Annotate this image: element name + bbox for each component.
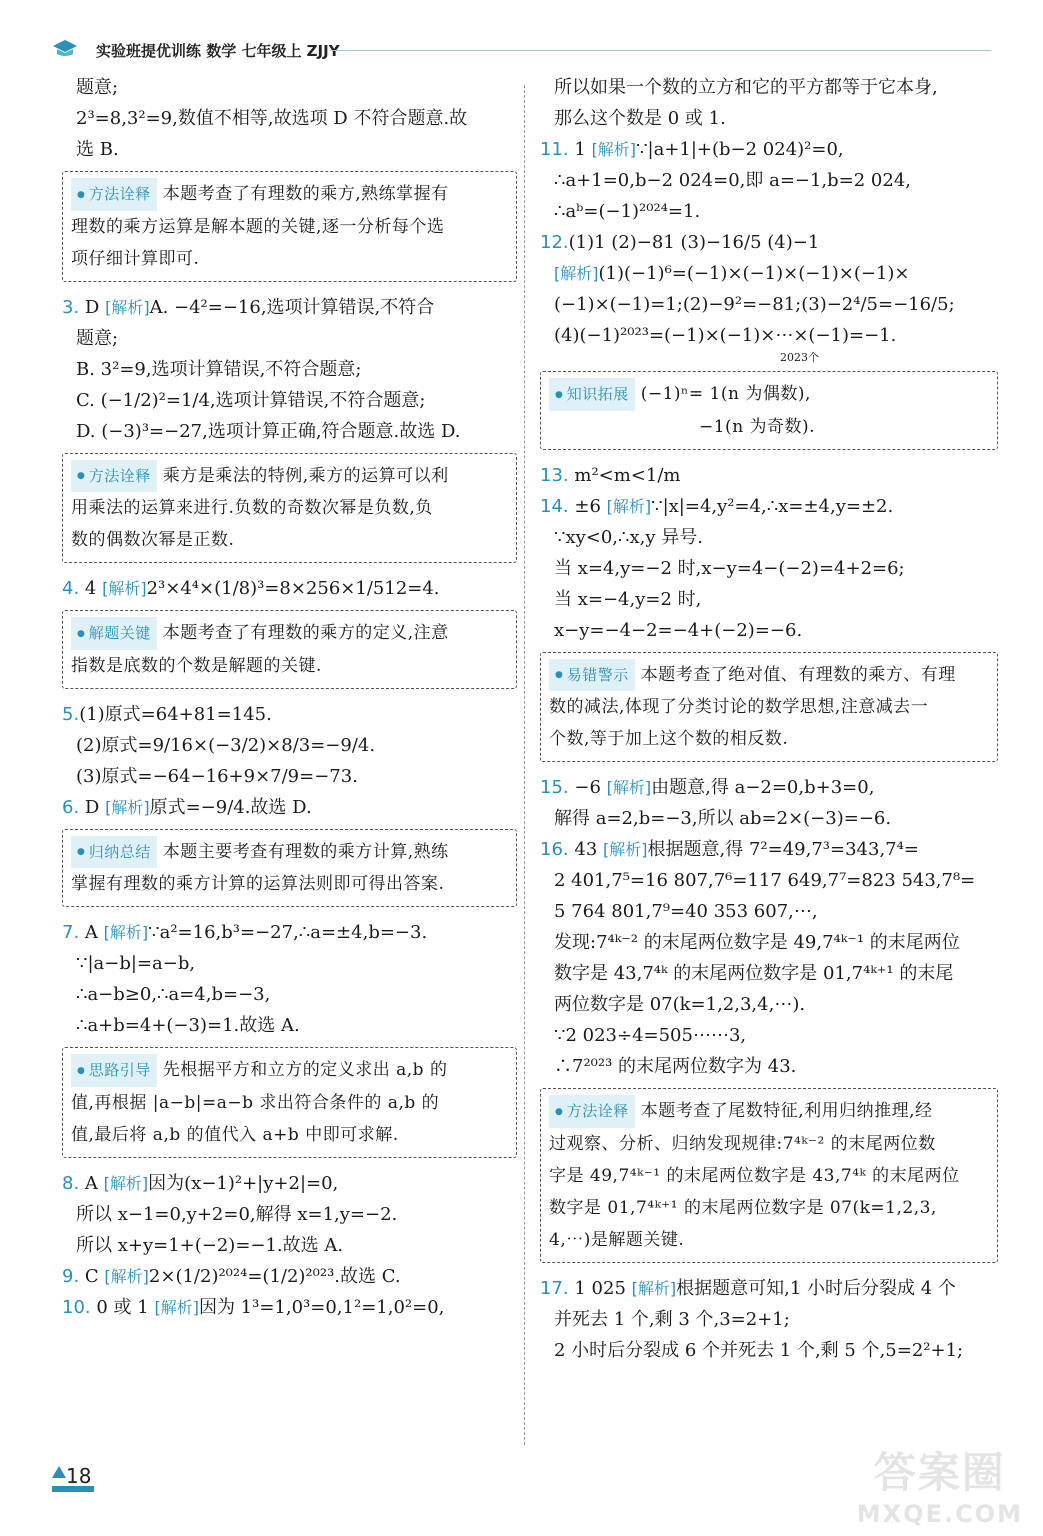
note-line: 字是 49,7⁴ᵏ⁻¹ 的末尾两位数字是 43,7⁴ᵏ 的末尾两位 bbox=[549, 1165, 960, 1186]
answer-16: 16. 43 [解析]根据题意,得 7²=49,7³=343,7⁴= bbox=[540, 839, 919, 860]
note-line: 值,再根据 |a−b|=a−b 求出符合条件的 a,b 的 bbox=[71, 1092, 440, 1113]
note-line: 4,⋯)是解题关键. bbox=[549, 1229, 685, 1250]
answer-11: 11. 1 [解析]∵|a+1|+(b−2 024)²=0, bbox=[540, 139, 844, 160]
note-line: 数字是 01,7⁴ᵏ⁺¹ 的末尾两位数字是 07(k=1,2,3, bbox=[549, 1197, 937, 1218]
text-line: 并死去 1 个,剩 3 个,3=2+1; bbox=[554, 1308, 790, 1330]
page-marker-icon bbox=[52, 1466, 66, 1478]
note-line: 项仔细计算即可. bbox=[71, 248, 200, 269]
text-line: ∵2 023÷4=505⋯⋯3, bbox=[554, 1025, 747, 1046]
note-line: ● 解题关键 本题考查了有理数的乘方的定义,注意 bbox=[71, 617, 508, 650]
answer-10: 10. 0 或 1 [解析]因为 1³=1,0³=0,1²=1,0²=0, bbox=[62, 1296, 445, 1318]
book-logo-icon bbox=[52, 38, 78, 58]
answer-7: 7. A [解析]∵a²=16,b³=−27,∴a=±4,b=−3. bbox=[62, 922, 428, 943]
text-line: 2 小时后分裂成 6 个并死去 1 个,剩 5 个,5=2²+1; bbox=[554, 1339, 964, 1361]
note-line: 理数的乘方运算是解本题的关键,逐一分析每个选 bbox=[71, 216, 445, 237]
note-line: ● 方法诠释 本题考查了尾数特征,利用归纳推理,经 bbox=[549, 1095, 989, 1128]
note-line: ● 方法诠释 本题考查了有理数的乘方,熟练掌握有 bbox=[71, 178, 508, 211]
watermark-text: 答案圈 bbox=[873, 1448, 1006, 1497]
text-line: 所以 x−1=0,y+2=0,解得 x=1,y=−2. bbox=[76, 1203, 398, 1225]
text-line: ∴aᵇ=(−1)²⁰²⁴=1. bbox=[554, 201, 701, 222]
text-line: ∵xy<0,∴x,y 异号. bbox=[554, 526, 703, 548]
text-line: 当 x=−4,y=2 时, bbox=[554, 588, 702, 610]
text-line: ∴a+b=4+(−3)=1.故选 A. bbox=[76, 1015, 300, 1036]
text-line: 当 x=4,y=−2 时,x−y=4−(−2)=4+2=6; bbox=[554, 557, 905, 579]
book-title: 实验班提优训练 数学 七年级上 ZJJY bbox=[96, 42, 340, 60]
note-box-summary bbox=[62, 829, 517, 908]
text-line: 所以如果一个数的立方和它的平方都等于它本身, bbox=[554, 77, 938, 98]
text-line: 发现:7⁴ᵏ⁻² 的末尾两位数字是 49,7⁴ᵏ⁻¹ 的末尾两位 bbox=[554, 932, 960, 953]
text-line: (−1)×(−1)=1;(2)−9²=−81;(3)−2⁴/5=−16/5; bbox=[554, 294, 955, 315]
answer-6: 6. D [解析]原式=−9/4.故选 D. bbox=[62, 796, 312, 818]
note-box-thinking bbox=[62, 1047, 517, 1158]
answer-4: 4. 4 [解析]2³×4⁴×(1/8)³=8×256×1/512=4. bbox=[62, 578, 440, 599]
answer-8: 8. A [解析]因为(x−1)²+|y+2|=0, bbox=[62, 1172, 339, 1194]
answer-5: 5.(1)原式=64+81=145. bbox=[62, 703, 272, 725]
answer-13: 13. m²<m<1/m bbox=[540, 464, 681, 486]
watermark-url: MXQE.COM bbox=[856, 1500, 1023, 1528]
note-box-key bbox=[62, 610, 517, 689]
note-box-method-2 bbox=[62, 453, 517, 564]
note-line: −1(n 为奇数). bbox=[699, 416, 816, 437]
page-footer bbox=[52, 1460, 102, 1494]
answer-14: 14. ±6 [解析]∵|x|=4,y²=4,∴x=±4,y=±2. bbox=[540, 495, 894, 517]
answer-12: 12.(1)1 (2)−81 (3)−16/5 (4)−1 bbox=[540, 232, 820, 253]
text-line: 5 764 801,7⁹=40 353 607,⋯, bbox=[554, 901, 818, 922]
text-line: 2 401,7⁵=16 807,7⁶=117 649,7⁷=823 543,7⁸= bbox=[554, 870, 976, 891]
text-line: 解得 a=2,b=−3,所以 ab=2×(−3)=−6. bbox=[554, 808, 892, 829]
note-tag: ● 方法诠释 bbox=[549, 1095, 635, 1128]
note-line: 掌握有理数的乘方计算的运算法则即可得出答案. bbox=[71, 874, 445, 894]
note-line: ● 易错警示 本题考查了绝对值、有理数的乘方、有理 bbox=[549, 659, 989, 692]
text-line: 数字是 43,7⁴ᵏ 的末尾两位数字是 01,7⁴ᵏ⁺¹ 的末尾 bbox=[554, 963, 954, 984]
note-line: ● 方法诠释 乘方是乘法的特例,乘方的运算可以利 bbox=[71, 460, 508, 493]
text-line: 选 B. bbox=[76, 139, 119, 160]
note-line: 过观察、分析、归纳发现规律:7⁴ᵏ⁻² 的末尾两位数 bbox=[549, 1133, 936, 1154]
answer-9: 9. C [解析]2×(1/2)²⁰²⁴=(1/2)²⁰²³.故选 C. bbox=[62, 1265, 401, 1287]
note-line: ● 思路引导 先根据平方和立方的定义求出 a,b 的 bbox=[71, 1054, 508, 1087]
note-tag: ● 方法诠释 bbox=[71, 178, 157, 211]
note-line: 数的偶数次幂是正数. bbox=[71, 530, 235, 550]
header-rule bbox=[330, 50, 991, 51]
right-column bbox=[540, 72, 998, 1366]
text-line: C. (−1/2)²=1/4,选项计算错误,不符合题意; bbox=[76, 389, 426, 411]
text-line: (2)原式=9/16×(−3/2)×8/3=−9/4. bbox=[76, 734, 376, 756]
note-tag: ● 解题关键 bbox=[71, 617, 157, 650]
text-line: 2³=8,3²=9,数值不相等,故选项 D 不符合题意.故 bbox=[76, 108, 468, 129]
watermark bbox=[857, 1440, 1023, 1528]
text-line: 所以 x+y=1+(−2)=−1.故选 A. bbox=[76, 1234, 344, 1256]
column-divider bbox=[524, 85, 525, 1445]
text-line: 那么这个数是 0 或 1. bbox=[554, 108, 726, 129]
note-line: ● 归纳总结 本题主要考查有理数的乘方计算,熟练 bbox=[71, 836, 508, 869]
text-line: 两位数字是 07(k=1,2,3,4,⋯). bbox=[554, 994, 806, 1015]
note-line: 个数,等于加上这个数的相反数. bbox=[549, 729, 789, 749]
left-column bbox=[62, 72, 517, 1323]
page-number: 18 bbox=[66, 1464, 92, 1488]
answer-15: 15. −6 [解析]由题意,得 a−2=0,b+3=0, bbox=[540, 777, 875, 798]
text-line: 题意; bbox=[76, 77, 119, 98]
note-tag: ● 归纳总结 bbox=[71, 836, 157, 869]
note-box-method bbox=[62, 171, 517, 282]
note-box-warning bbox=[540, 652, 998, 763]
text-line: 题意; bbox=[76, 327, 119, 349]
note-tag: ● 知识拓展 bbox=[549, 378, 635, 411]
note-box-method-3 bbox=[540, 1088, 998, 1263]
text-line: (4)(−1)²⁰²³=(−1)×(−1)×⋯×(−1)=−1. bbox=[554, 325, 897, 346]
text-line: ∴a+1=0,b−2 024=0,即 a=−1,b=2 024, bbox=[554, 170, 912, 191]
note-line: 数的减法,体现了分类讨论的数学思想,注意减去一 bbox=[549, 697, 929, 717]
note-line: ● 知识拓展 (−1)ⁿ= 1(n 为偶数), bbox=[549, 378, 989, 411]
answer-3: 3. D [解析]A. −4²=−16,选项计算错误,不符合 bbox=[62, 296, 435, 318]
text-line: [解析](1)(−1)⁶=(−1)×(−1)×(−1)×(−1)× bbox=[554, 263, 910, 284]
text-line: ∵|a−b|=a−b, bbox=[76, 953, 196, 974]
text-line: ∴7²⁰²³ 的末尾两位数字为 43. bbox=[554, 1056, 797, 1077]
note-box-extension bbox=[540, 371, 998, 450]
text-line: (3)原式=−64−16+9×7/9=−73. bbox=[76, 765, 358, 787]
note-tag: ● 思路引导 bbox=[71, 1054, 157, 1087]
brace-label: 2023个 bbox=[780, 351, 819, 364]
page-header bbox=[0, 0, 1043, 70]
text-line: D. (−3)³=−27,选项计算正确,符合题意.故选 D. bbox=[76, 420, 461, 442]
note-tag: ● 方法诠释 bbox=[71, 460, 157, 493]
text-line: ∴a−b≥0,∴a=4,b=−3, bbox=[76, 984, 271, 1005]
note-line: 用乘法的运算来进行.负数的奇数次幂是负数,负 bbox=[71, 498, 433, 518]
note-line: 值,最后将 a,b 的值代入 a+b 中即可求解. bbox=[71, 1124, 399, 1145]
note-line: 指数是底数的个数是解题的关键. bbox=[71, 655, 322, 676]
text-line: x−y=−4−2=−4+(−2)=−6. bbox=[554, 619, 803, 641]
text-line: B. 3²=9,选项计算错误,不符合题意; bbox=[76, 358, 362, 380]
note-tag: ● 易错警示 bbox=[549, 659, 635, 692]
answer-17: 17. 1 025 [解析]根据题意可知,1 小时后分裂成 4 个 bbox=[540, 1277, 956, 1299]
